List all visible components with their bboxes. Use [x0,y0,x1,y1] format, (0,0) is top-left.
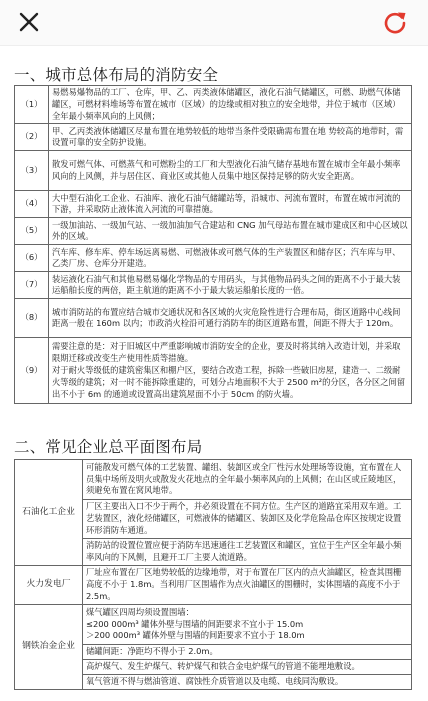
table-row [15,338,412,404]
row-text: 散发可燃气体、可燃蒸气和可燃粉尘的工厂和大型液化石油气储存基地布置在城市全年最小频率风向的上风侧，并与居住区、商业区或其他人员集中地区保持足够的防火安全距离。 [49,151,412,191]
table-row [15,272,412,299]
row-text: 厂区主要出入口不少于两个，并必须设置在不同方位。生产区的道路宜采用双车道。工艺装置区，液化烃储罐区，可燃液体的储罐区、装卸区及化学危险品仓库区按规定设置环形消防车通道。 [83,500,412,539]
category-cell: 钢铁冶金企业 [15,605,83,690]
table-row [15,151,412,191]
refresh-icon [380,8,410,38]
row-text: 高炉煤气、发生炉煤气、转炉煤气和铁合金电炉煤气的管道不能埋地敷设。 [83,660,412,675]
row-number: （1） [15,86,49,124]
category-cell: 石油化工企业 [15,460,83,566]
row-text: 可能散发可燃气体的工艺装置、罐组、装卸区或全厂性污水处理场等设施，宜布置在人员集中场所及明火或散发火花地点的全年最小频率风向的上风侧；在山区或丘陵地区，须避免布置在窝风地带。 [83,460,412,500]
table-row [15,218,412,245]
row-number: （6） [15,245,49,272]
refresh-button[interactable] [380,8,410,38]
row-number: （8） [15,299,49,338]
table-row [15,460,412,500]
table-row [15,245,412,272]
urban-layout-table [14,85,412,404]
article-content [0,46,428,701]
row-text: 厂址应布置在厂区地势较低的边缘地带，对于布置在厂区内的点火油罐区，检查其围栅高度不小于 1.8m。当利用厂区围墙作为点火油罐区的围栅时，实体围墙的高度不小于 2.5m。 [83,566,412,605]
row-text: 一级加油站、一级加气站、一级加油加气合建站和 CNG 加气母站布置在城市建成区和中心区域以外的区域。 [49,218,412,245]
row-number: （7） [15,272,49,299]
row-text: 易燃易爆物品的工厂、仓库，甲、乙、丙类液体储罐区，液化石油气储罐区，可燃、助燃气体储罐区，可燃材料堆场等布置在城市（区域）的边缘或相对独立的安全地带，并位于城市（区域）全年最小频率风向的上风侧； [49,86,412,124]
section-2-title: 二、常见企业总平面图布局 [14,438,203,456]
row-text: 储罐间距：净距均不得小于 2.0m。 [83,645,412,660]
table-row [15,86,412,124]
row-text: 煤气罐区四周均须设置围墙： [86,606,194,617]
table-row [15,566,412,605]
row-text: 汽车库、修车库、停车场远离易燃、可燃液体或可燃气体的生产装置区和储存区；汽车库与甲、乙类厂房、仓库分开建造。 [49,245,412,272]
table-row [15,299,412,338]
table-row [15,124,412,151]
category-cell: 火力发电厂 [15,566,83,605]
row-text-line-3: ＞200 000m³ 罐体外壁与围墙的间距要求不宜小于 18.0m [86,630,305,641]
row-text: 消防站的设置位置应便于消防车迅速通往工艺装置区和罐区，宜位于生产区全年最小频率风向的下风侧，且避开工厂主要人流道路。 [83,539,412,566]
enterprise-layout-table [14,459,412,690]
row-number: （3） [15,151,49,191]
row-text: 装运液化石油气和其他易燃易爆化学物品的专用码头，与其他物品码头之间的距离不小于最大装运船舶长度的两倍，距主航道的距离不小于最大装运船舶长度的一倍。 [49,272,412,299]
row-text-line-2: ≤200 000m³ 罐体外壁与围墙的间距要求不宜小于 15.0m [86,618,304,629]
close-icon [14,8,44,38]
row-text: 氧气管道不得与燃油管道、腐蚀性介质管道以及电缆、电线同沟敷设。 [83,675,412,690]
top-toolbar [0,0,428,46]
table-row [15,605,412,645]
row-number: （2） [15,124,49,151]
table-row [15,191,412,218]
row-text: 甲、乙丙类液体储罐区尽量布置在地势较低的地带当条件受限确需布置在地 势较高的地带时，需设置可靠的安全防护设施。 [49,124,412,151]
row-text-group [83,605,412,645]
row-number: （4） [15,191,49,218]
section-1-title: 一、城市总体布局的消防安全 [14,66,219,84]
close-button[interactable] [14,8,44,38]
row-text-continued: 对于耐火等级低的建筑密集区和棚户区，要结合改造工程，拆除一些破旧房屋，建造一、二级耐火等级的建筑；对一时不能拆除重建的，可划分占地面积不大于 2500 m²的分区，各分区之间留出不小于 6m 的通道或设置高出建筑屋面不小于 50cm 的防火墙。 [52,364,406,399]
row-text: 大中型石油化工企业、石油库、液化石油气储罐站等，沿城市、河流布置时，布置在城市河流的下游，并采取防止液体流入河流的可靠措施。 [49,191,412,218]
row-text: 城市消防站的布置应结合城市交通状况和各区域的火灾危险性进行合理布局，街区道路中心线间距离一般在 160m 以内；市政消火栓沿可通行消防车的街区道路布置，间距不得大于 120m。 [49,299,412,338]
row-number: （9） [15,338,49,404]
row-text-group [49,338,412,404]
row-number: （5） [15,218,49,245]
row-text: 需要注意的是：对于旧城区中严重影响城市消防安全的企业，要及时将其纳入改造计划，并采取限期迁移或改变生产使用性质等措施。 [52,341,401,364]
